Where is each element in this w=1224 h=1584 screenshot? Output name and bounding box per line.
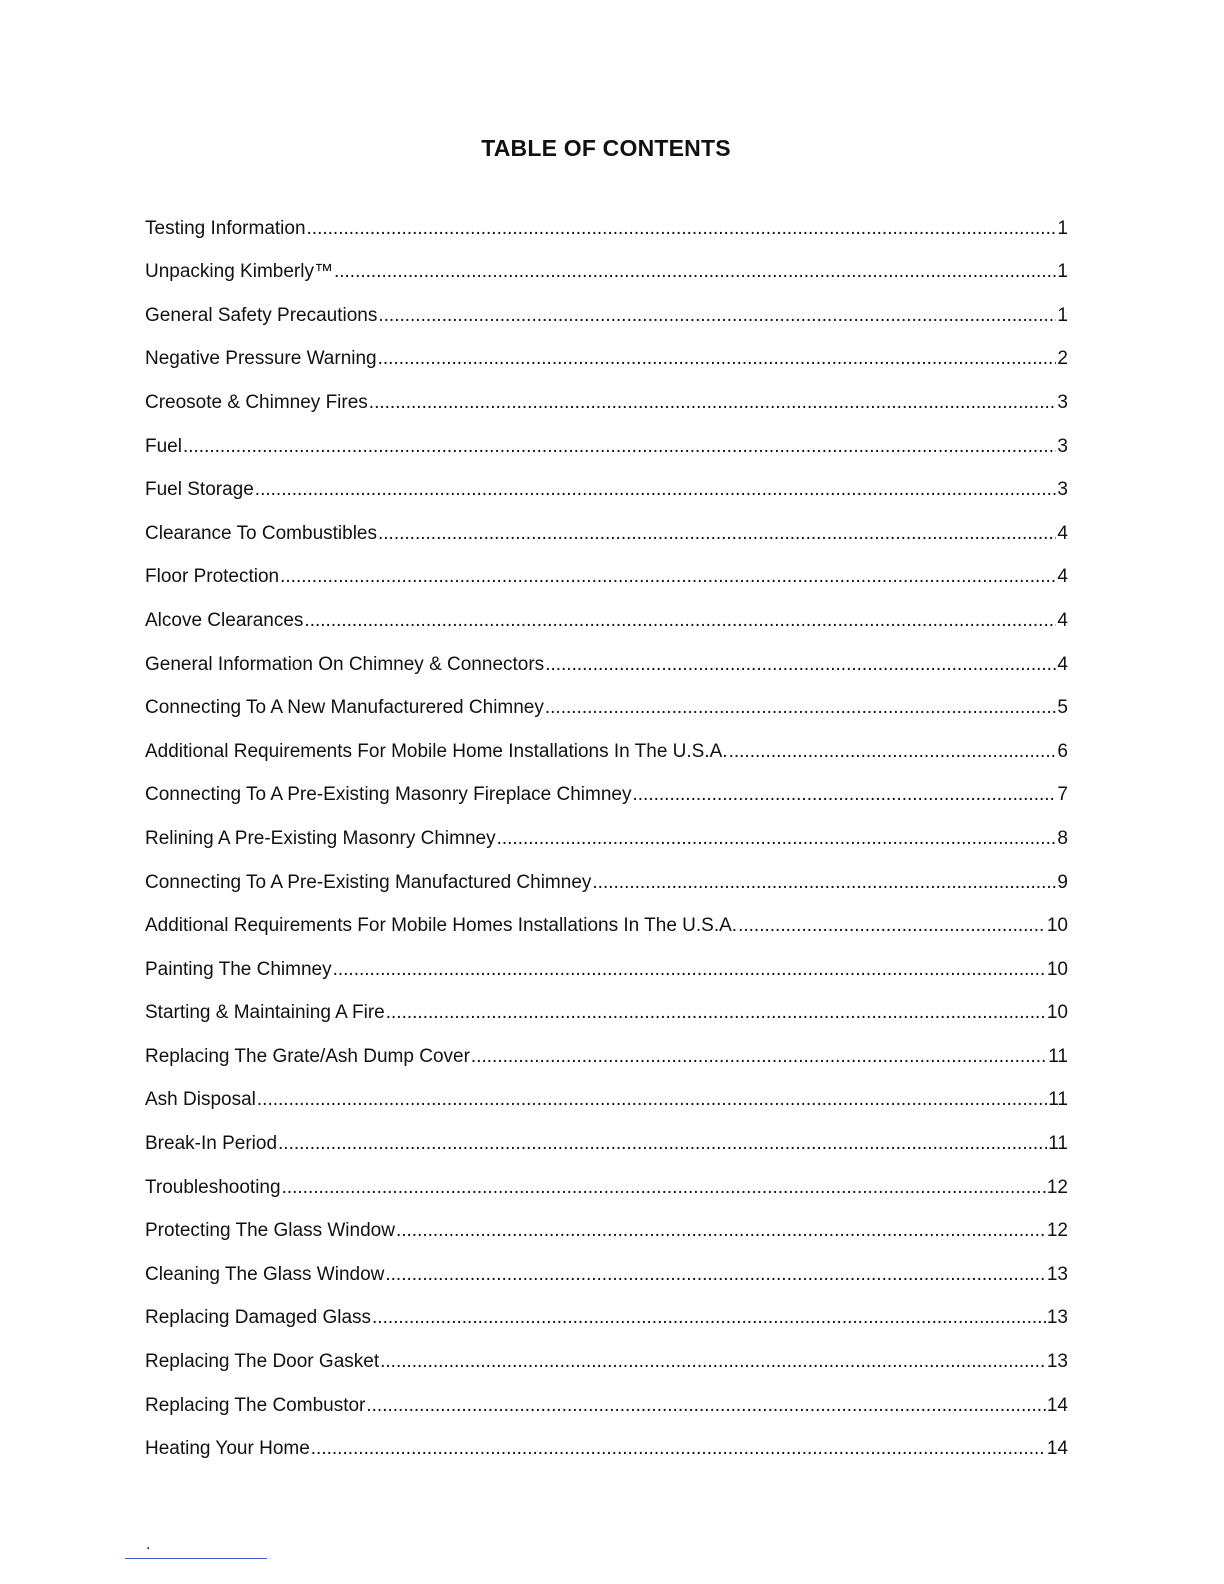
toc-entry-title: Relining A Pre-Existing Masonry Chimney <box>145 827 496 849</box>
toc-entry-title: Fuel <box>145 435 182 457</box>
toc-entry <box>145 632 1068 676</box>
toc-entry-title: Connecting To A New Manufacturered Chimney <box>145 697 544 719</box>
toc-entry-page-number: 12 <box>1046 1176 1068 1198</box>
toc-entry <box>145 327 1068 371</box>
toc-entry-title: Protecting The Glass Window <box>145 1220 395 1242</box>
toc-entry-page-number: 2 <box>1057 348 1068 370</box>
toc-entry <box>145 981 1068 1025</box>
toc-entry <box>145 370 1068 414</box>
toc-entry-page-number: 6 <box>1057 740 1068 762</box>
toc-entry <box>145 501 1068 545</box>
toc-dot-leader <box>369 392 1057 414</box>
toc-entry-page-number: 3 <box>1057 479 1068 501</box>
toc-dot-leader <box>545 697 1057 719</box>
toc-dot-leader <box>311 1438 1046 1460</box>
toc-dot-leader <box>386 1002 1046 1024</box>
toc-entry <box>145 850 1068 894</box>
toc-entry-page-number: 4 <box>1057 653 1068 675</box>
toc-entry-title: Starting & Maintaining A Fire <box>145 1002 385 1024</box>
toc-entry-page-number: 11 <box>1048 1045 1068 1067</box>
toc-dot-leader <box>497 828 1057 850</box>
toc-entry-title: Unpacking Kimberly™ <box>145 261 333 283</box>
toc-dot-leader <box>278 1133 1047 1155</box>
toc-dot-leader <box>372 1307 1046 1329</box>
toc-entry <box>145 894 1068 938</box>
toc-entry-title: Additional Requirements For Mobile Homes Installations In The U.S.A. <box>145 915 738 937</box>
toc-entry <box>145 763 1068 807</box>
toc-entry <box>145 806 1068 850</box>
toc-entry-title: Replacing The Combustor <box>145 1394 366 1416</box>
toc-entry-page-number: 4 <box>1057 522 1068 544</box>
toc-entry-page-number: 10 <box>1046 915 1068 937</box>
toc-entry <box>145 1111 1068 1155</box>
toc-entry-page-number: 14 <box>1046 1438 1068 1460</box>
toc-dot-leader <box>592 872 1056 894</box>
toc-dot-leader <box>307 218 1057 240</box>
toc-entry <box>145 937 1068 981</box>
toc-entry-title: Heating Your Home <box>145 1438 310 1460</box>
toc-entry-page-number: 1 <box>1057 261 1068 283</box>
toc-dot-leader <box>366 1395 1045 1417</box>
toc-dot-leader <box>471 1046 1047 1068</box>
toc-entry-title: Ash Disposal <box>145 1089 256 1111</box>
toc-entry-page-number: 14 <box>1046 1394 1068 1416</box>
toc-dot-leader <box>738 915 1046 937</box>
toc-entry <box>145 1242 1068 1286</box>
toc-entry-page-number: 8 <box>1057 827 1068 849</box>
toc-entry-page-number: 1 <box>1057 304 1068 326</box>
footnote-separator <box>125 1558 267 1559</box>
toc-dot-leader <box>380 1351 1046 1373</box>
toc-entry-title: Fuel Storage <box>145 479 254 501</box>
toc-entry <box>145 1417 1068 1461</box>
toc-entry <box>145 458 1068 502</box>
toc-entry <box>145 414 1068 458</box>
toc-entry-page-number: 11 <box>1048 1133 1068 1155</box>
toc-entry-page-number: 3 <box>1057 435 1068 457</box>
toc-entry-title: Troubleshooting <box>145 1176 281 1198</box>
toc-entry <box>145 1373 1068 1417</box>
toc-entry <box>145 1024 1068 1068</box>
toc-entry-title: Break-In Period <box>145 1133 278 1155</box>
toc-entry <box>145 240 1068 284</box>
toc-entry-page-number: 4 <box>1057 609 1068 631</box>
toc-entry-page-number: 5 <box>1057 697 1068 719</box>
toc-entry <box>145 588 1068 632</box>
toc-entry-page-number: 13 <box>1046 1263 1068 1285</box>
toc-dot-leader <box>729 741 1057 763</box>
toc-entry-title: Additional Requirements For Mobile Home Installations In The U.S.A. <box>145 740 728 762</box>
footnote-mark: . <box>146 1536 151 1553</box>
toc-entry-page-number: 11 <box>1048 1089 1068 1111</box>
toc-entry <box>145 1068 1068 1112</box>
toc-entry <box>145 719 1068 763</box>
toc-dot-leader <box>304 610 1056 632</box>
toc-entry-page-number: 13 <box>1046 1307 1068 1329</box>
toc-entry-page-number: 13 <box>1046 1351 1068 1373</box>
toc-dot-leader <box>545 654 1056 676</box>
toc-dot-leader <box>396 1220 1046 1242</box>
toc-dot-leader <box>378 348 1057 370</box>
toc-dot-leader <box>282 1177 1046 1199</box>
toc-entry-title: Testing Information <box>145 217 306 239</box>
toc-entry-title: Replacing The Door Gasket <box>145 1351 380 1373</box>
toc-entry-title: General Safety Precautions <box>145 304 378 326</box>
toc-entry-title: Cleaning The Glass Window <box>145 1263 385 1285</box>
toc-entry-title: Replacing The Grate/Ash Dump Cover <box>145 1045 470 1067</box>
toc-entry <box>145 545 1068 589</box>
toc-entry-page-number: 12 <box>1046 1220 1068 1242</box>
toc-entry-page-number: 4 <box>1057 566 1068 588</box>
toc-dot-leader <box>385 1264 1045 1286</box>
toc-entry-page-number: 1 <box>1057 217 1068 239</box>
toc-dot-leader <box>334 261 1056 283</box>
toc-dot-leader <box>378 523 1056 545</box>
toc-entry <box>145 196 1068 240</box>
page-title: TABLE OF CONTENTS <box>481 135 731 161</box>
toc-entry-title: Creosote & Chimney Fires <box>145 391 368 413</box>
toc-dot-leader <box>183 436 1056 458</box>
toc-dot-leader <box>280 566 1056 588</box>
toc-dot-leader <box>378 305 1056 327</box>
toc-entry-page-number: 10 <box>1046 1002 1068 1024</box>
toc-entry-title: General Information On Chimney & Connectors <box>145 653 545 675</box>
toc-entry <box>145 1286 1068 1330</box>
toc-entry <box>145 1329 1068 1373</box>
toc-entry-title: Painting The Chimney <box>145 958 332 980</box>
toc-dot-leader <box>633 784 1057 806</box>
toc-entry-page-number: 10 <box>1046 958 1068 980</box>
toc-dot-leader <box>257 1089 1047 1111</box>
toc-entry-title: Clearance To Combustibles <box>145 522 377 544</box>
toc-entry <box>145 1199 1068 1243</box>
toc-entry-title: Replacing Damaged Glass <box>145 1307 372 1329</box>
toc-entry-title: Alcove Clearances <box>145 609 304 631</box>
toc-entry-page-number: 7 <box>1057 784 1068 806</box>
toc-entry-page-number: 9 <box>1057 871 1068 893</box>
toc-dot-leader <box>333 959 1046 981</box>
toc-entry <box>145 283 1068 327</box>
toc-entry-title: Floor Protection <box>145 566 280 588</box>
toc-entry-page-number: 3 <box>1057 391 1068 413</box>
toc-entry <box>145 1155 1068 1199</box>
table-of-contents-list <box>145 196 1068 1460</box>
toc-entry-title: Negative Pressure Warning <box>145 348 377 370</box>
toc-entry-title: Connecting To A Pre-Existing Manufactured Chimney <box>145 871 592 893</box>
toc-entry-title: Connecting To A Pre-Existing Masonry Fireplace Chimney <box>145 784 632 806</box>
toc-dot-leader <box>255 479 1057 501</box>
toc-entry <box>145 676 1068 720</box>
